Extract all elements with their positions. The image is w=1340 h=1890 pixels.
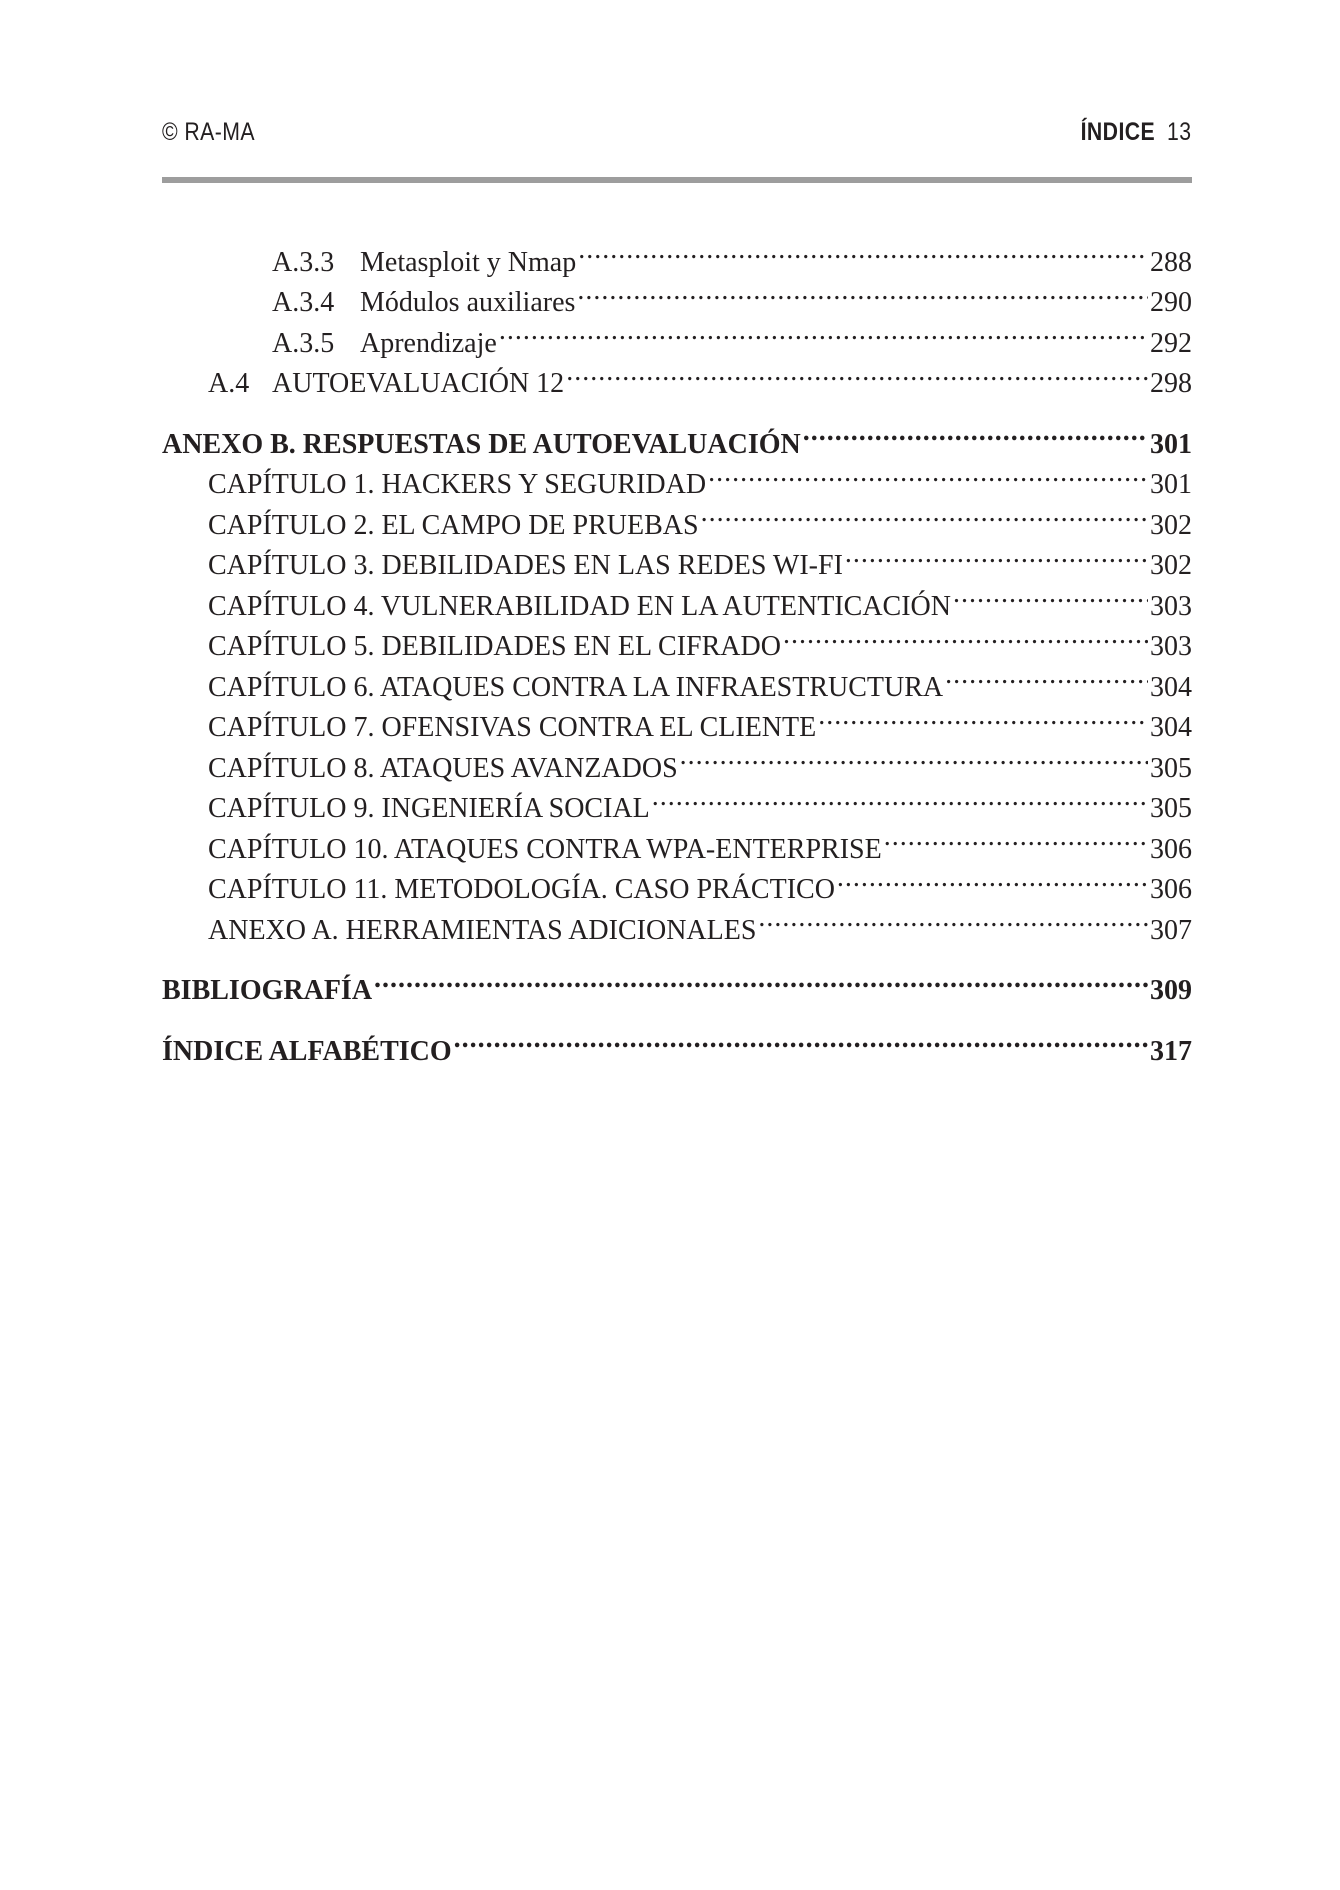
toc-entry-page: 305 xyxy=(1150,793,1192,824)
dot-leader xyxy=(374,959,1148,1000)
dot-leader xyxy=(953,574,1148,615)
dot-leader xyxy=(499,311,1148,352)
toc-entry-number: A.3.5 xyxy=(272,327,335,359)
toc-entry-page: 305 xyxy=(1150,752,1192,784)
dot-leader xyxy=(652,777,1148,818)
toc-entry-page: 303 xyxy=(1150,590,1192,622)
toc-entry-indice-alfabetico[interactable] xyxy=(162,1019,1192,1067)
toc-entry-title: CAPÍTULO 4. VULNERABILIDAD EN LA AUTENTICACIÓN xyxy=(208,590,951,622)
toc-entry-page: 317 xyxy=(1150,1035,1192,1067)
toc-entry-page: 303 xyxy=(1150,631,1192,662)
toc-entry-anexo-b[interactable] xyxy=(162,412,1192,460)
toc-entry-page: 309 xyxy=(1150,975,1192,1006)
toc-entry-title: CAPÍTULO 5. DEBILIDADES EN EL CIFRADO xyxy=(208,631,781,662)
toc-entry-title: CAPÍTULO 9. INGENIERÍA SOCIAL xyxy=(208,793,650,824)
toc-entry-page: 304 xyxy=(1150,712,1192,743)
toc-entry-number: A.4 xyxy=(208,368,250,399)
toc-entry-page: 288 xyxy=(1150,246,1192,278)
dot-leader xyxy=(578,230,1148,271)
dot-leader xyxy=(803,412,1148,453)
dot-leader xyxy=(454,1019,1148,1060)
toc-entry-a33[interactable] xyxy=(162,230,1192,278)
dot-leader xyxy=(884,817,1148,858)
toc-entry-title: CAPÍTULO 7. OFENSIVAS CONTRA EL CLIENTE xyxy=(208,712,817,743)
toc-entry-title: CAPÍTULO 6. ATAQUES CONTRA LA INFRAESTRUCTURA xyxy=(208,671,944,703)
toc-entry-title: CAPÍTULO 2. EL CAMPO DE PRUEBAS xyxy=(208,509,699,541)
toc-entry-page: 301 xyxy=(1150,428,1192,460)
dot-leader xyxy=(845,534,1148,575)
dot-leader xyxy=(945,655,1148,696)
toc-entry-title: CAPÍTULO 11. METODOLOGÍA. CASO PRÁCTICO xyxy=(208,874,835,905)
toc-entry-page: 307 xyxy=(1150,914,1192,946)
dot-leader xyxy=(818,696,1148,737)
section-title: ÍNDICE xyxy=(1081,118,1156,146)
toc-entry-page: 302 xyxy=(1150,509,1192,541)
dot-leader xyxy=(837,858,1148,899)
toc-entry-page: 306 xyxy=(1150,874,1192,905)
dot-leader xyxy=(680,736,1148,777)
toc-entry-page: 304 xyxy=(1150,671,1192,703)
toc-entry-page: 290 xyxy=(1150,287,1192,318)
toc-entry-title: ANEXO A. HERRAMIENTAS ADICIONALES xyxy=(208,914,757,946)
dot-leader xyxy=(577,271,1148,312)
toc-entry-title: CAPÍTULO 10. ATAQUES CONTRA WPA-ENTERPRISE xyxy=(208,833,882,865)
toc-entry-number: A.3.3 xyxy=(272,246,335,278)
dot-leader xyxy=(701,493,1148,534)
section-and-page xyxy=(1081,118,1192,147)
toc-entry-title: CAPÍTULO 8. ATAQUES AVANZADOS xyxy=(208,752,678,784)
dot-leader xyxy=(708,453,1148,494)
toc-entry-bibliografia[interactable] xyxy=(162,959,1192,1006)
dot-leader xyxy=(566,352,1148,393)
toc-entry-title: Metasploit y Nmap xyxy=(360,246,577,278)
dot-leader xyxy=(783,615,1148,656)
toc-entry-page: 306 xyxy=(1150,833,1192,865)
dot-leader xyxy=(758,898,1148,939)
toc-entry-title: CAPÍTULO 3. DEBILIDADES EN LAS REDES WI-FI xyxy=(208,550,843,581)
page-number: 13 xyxy=(1167,118,1192,146)
toc-entry-title: CAPÍTULO 1. HACKERS Y SEGURIDAD xyxy=(208,469,707,500)
toc-entry-page: 298 xyxy=(1150,368,1192,399)
publisher-label: © RA-MA xyxy=(162,118,256,146)
toc-entry-title: ÍNDICE ALFABÉTICO xyxy=(162,1035,452,1067)
table-of-contents xyxy=(162,230,1192,1067)
header-rule xyxy=(162,177,1192,183)
toc-entry-number: A.3.4 xyxy=(272,287,335,318)
toc-entry-page: 301 xyxy=(1150,469,1192,500)
toc-entry-title: Módulos auxiliares xyxy=(360,287,576,318)
running-header xyxy=(162,112,1192,152)
toc-entry-page: 292 xyxy=(1150,327,1192,359)
toc-entry-title: AUTOEVALUACIÓN 12 xyxy=(272,368,565,399)
toc-entry-page: 302 xyxy=(1150,550,1192,581)
toc-entry-title: ANEXO B. RESPUESTAS DE AUTOEVALUACIÓN xyxy=(162,428,801,460)
toc-entry-title: BIBLIOGRAFÍA xyxy=(162,975,373,1006)
toc-entry-title: Aprendizaje xyxy=(360,327,497,359)
